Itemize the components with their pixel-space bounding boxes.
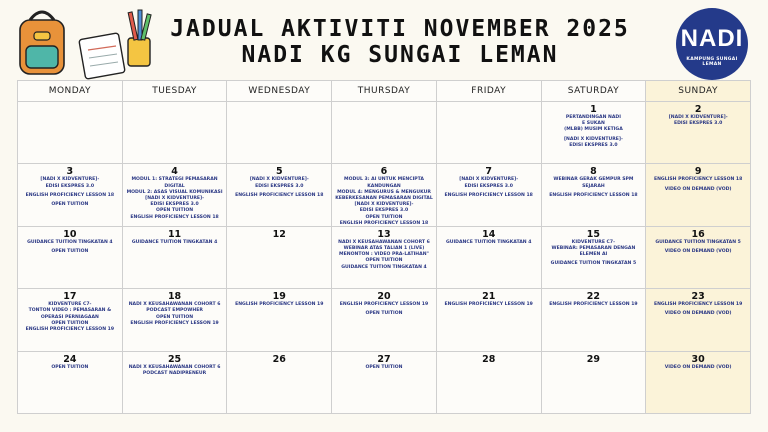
schedule-title — [160, 16, 640, 68]
day-number: 3 — [66, 166, 74, 178]
day-number: 15 — [586, 228, 601, 240]
empty-day-cell — [437, 102, 542, 164]
activity-item: TONTON VIDEO : PEMASARAN & — [28, 308, 112, 314]
day-cell-6 — [332, 164, 437, 226]
activity-item: OPEN TUITION — [156, 314, 194, 320]
empty-day-cell — [123, 102, 228, 164]
day-number: 14 — [482, 228, 496, 240]
day-number: 1 — [590, 104, 597, 115]
day-cell-16 — [646, 227, 751, 289]
activity-item: SEJARAH — [582, 183, 605, 189]
day-cell-1 — [542, 102, 647, 164]
day-cell-28 — [437, 352, 542, 414]
weekday-header-tuesday: TUESDAY — [123, 81, 228, 102]
day-cell-12 — [227, 227, 332, 289]
day-cell-29 — [542, 352, 647, 414]
day-number: 12 — [272, 228, 286, 240]
activity-item: ENGLISH PROFICIENCY LESSON 19 — [444, 302, 533, 308]
backpack-icon — [20, 12, 64, 74]
day-cell-20 — [332, 289, 437, 351]
activity-item: ENGLISH PROFICIENCY LESSON 19 — [25, 327, 115, 332]
day-number: 17 — [63, 291, 77, 303]
activity-item: ENGLISH PROFICIENCY LESSON 19 — [549, 302, 638, 308]
day-number: 25 — [167, 353, 182, 365]
day-cell-11 — [123, 227, 228, 289]
title-line-1: JADUAL AKTIVITI NOVEMBER 2025 — [170, 16, 630, 42]
day-number: 28 — [482, 353, 496, 365]
day-cell-18 — [123, 289, 228, 351]
activity-item: OPEN TUITION — [365, 311, 403, 317]
activity-item: ENGLISH PROFICIENCY LESSON 18 — [549, 192, 638, 198]
day-number: 10 — [63, 228, 77, 240]
day-number: 23 — [691, 291, 705, 303]
day-cell-17 — [18, 289, 123, 351]
activity-item: PERTANDINGAN NADI — [565, 115, 621, 120]
activity-item: OPEN TUITION — [365, 214, 403, 220]
activity-item: [NADI X KIDVENTURE]- — [668, 115, 728, 120]
day-cell-30 — [646, 352, 751, 414]
activity-item: GUIDANCE TUITION TINGKATAN 5 — [550, 261, 637, 267]
activity-item: EDISI EKSPRES 3.0 — [45, 183, 95, 189]
day-cell-27 — [332, 352, 437, 414]
activity-item: E SUKAN — [582, 121, 605, 127]
activity-item: WEBINAR GERAK GEMPUR SPM — [553, 177, 634, 183]
activity-item: VIDEO ON DEMAND (VOD) — [664, 249, 732, 254]
activity-item: ENGLISH PROFICIENCY LESSON 18 — [25, 192, 115, 198]
day-cell-3 — [18, 164, 123, 226]
activity-item: OPEN TUITION — [51, 202, 89, 207]
day-cell-5 — [227, 164, 332, 226]
day-cell-15 — [542, 227, 647, 289]
day-cell-7 — [437, 164, 542, 226]
activity-item: [NADI X KIDVENTURE]- — [563, 136, 623, 142]
logo-subtext: KAMPUNG SUNGAI LEMAN — [686, 57, 738, 67]
activity-item: GUIDANCE TUITION TINGKATAN 4 — [445, 239, 532, 245]
activity-item: WEBINAR: PEMASARAN DENGAN — [551, 246, 636, 251]
activity-item: WEBINAR ATAS TALIAN 1 (LIVE) — [343, 246, 425, 251]
activity-item: OPEN TUITION — [365, 364, 403, 370]
day-number: 29 — [586, 353, 601, 365]
activity-item: OPEN TUITION — [365, 258, 403, 264]
weekday-header-friday: FRIDAY — [437, 81, 542, 102]
activity-item: VIDEO ON DEMAND (VOD) — [664, 311, 732, 317]
activity-item: ENGLISH PROFICIENCY LESSON 18 — [235, 192, 324, 198]
activity-item: [NADI X KIDVENTURE]- — [459, 177, 519, 183]
activity-item: PODCAST EMPOWHER — [146, 308, 203, 314]
day-number: 5 — [275, 166, 283, 178]
day-number: 8 — [590, 166, 597, 178]
day-cell-13 — [332, 227, 437, 289]
activity-item: (MLBB) MUSIM KETIGA — [564, 127, 623, 133]
weekday-header-monday: MONDAY — [18, 81, 123, 102]
weekday-header-saturday: SATURDAY — [542, 81, 647, 102]
day-cell-22 — [542, 289, 647, 351]
title-line-2: NADI KG SUNGAI LEMAN — [241, 42, 559, 68]
activity-item: VIDEO ON DEMAND (VOD) — [664, 364, 732, 370]
day-number: 4 — [171, 166, 178, 178]
activity-item: NADI X KEUSAHAWANAN COHORT 6 — [128, 302, 221, 308]
day-cell-4 — [123, 164, 228, 226]
activity-item: [NADI X KIDVENTURE]- — [354, 202, 414, 208]
day-number: 27 — [377, 353, 391, 365]
activity-item: ENGLISH PROFICIENCY LESSON 19 — [653, 302, 743, 308]
activity-item: ENGLISH PROFICIENCY LESSON 18 — [444, 192, 533, 198]
pencil-cup-icon — [128, 10, 151, 66]
activity-item: NADI X KEUSAHAWANAN COHORT 6 — [128, 364, 221, 370]
activity-item: ENGLISH PROFICIENCY LESSON 19 — [235, 302, 324, 308]
day-number: 7 — [485, 166, 493, 178]
day-number: 16 — [691, 228, 705, 240]
activity-item: [NADI X KIDVENTURE]- — [145, 196, 205, 201]
activity-item: GUIDANCE TUITION TINGKATAN 4 — [341, 264, 427, 270]
day-cell-23 — [646, 289, 751, 351]
activity-item: GUIDANCE TUITION TINGKATAN 4 — [131, 239, 218, 245]
day-cell-9 — [646, 164, 751, 226]
activity-item: ENGLISH PROFICIENCY LESSON 19 — [339, 302, 429, 308]
day-cell-21 — [437, 289, 542, 351]
day-cell-10 — [18, 227, 123, 289]
day-cell-26 — [227, 352, 332, 414]
day-number: 18 — [167, 291, 182, 303]
day-number: 2 — [694, 104, 702, 115]
activity-item: MODUL 4: MENGURUS & MENGUKUR — [337, 189, 431, 195]
day-number: 13 — [377, 228, 391, 240]
activity-item: PODCAST NADIPRENEUR — [142, 370, 207, 376]
activity-item: EDISI EKSPRES 3.0 — [150, 202, 199, 208]
activity-item: OPEN TUITION — [156, 208, 194, 214]
activity-item: KIDVENTURE C7- — [48, 302, 92, 308]
day-cell-25 — [123, 352, 228, 414]
day-number: 24 — [63, 353, 77, 365]
activity-item: MODUL 3: AI UNTUK MENCIPTA KANDUNGAN — [344, 177, 424, 189]
activity-item: OPERASI PERNIAGAAN — [40, 314, 99, 320]
activity-item: EDISI EKSPRES 3.0 — [673, 121, 723, 127]
activity-item: [NADI X KIDVENTURE]- — [249, 177, 309, 183]
empty-day-cell — [18, 102, 123, 164]
nadi-logo — [676, 8, 748, 80]
empty-day-cell — [227, 102, 332, 164]
activity-item: EDISI EKSPRES 3.0 — [569, 142, 618, 148]
calendar-grid — [17, 80, 751, 414]
day-number: 9 — [694, 166, 702, 178]
activity-item: NADI X KEUSAHAWANAN COHORT 6 — [338, 239, 430, 245]
activity-item: EDISI EKSPRES 3.0 — [359, 208, 409, 214]
activity-item: GUIDANCE TUITION TINGKATAN 5 — [655, 239, 741, 245]
activity-item: GUIDANCE TUITION TINGKATAN 4 — [27, 239, 113, 245]
logo-text: NADI — [680, 25, 744, 52]
weekday-header-sunday: SUNDAY — [646, 81, 751, 102]
day-number: 26 — [272, 353, 286, 365]
activity-item: ENGLISH PROFICIENCY LESSON 18 — [653, 177, 743, 183]
activity-item: MODUL 1: STRATEGI PEMASARAN DIGITAL — [131, 177, 218, 189]
day-number: 6 — [380, 166, 388, 178]
weekday-header-thursday: THURSDAY — [332, 81, 437, 102]
school-supplies-illustration — [8, 2, 158, 80]
activity-item: ENGLISH PROFICIENCY LESSON 18 — [339, 220, 429, 226]
activity-item: OPEN TUITION — [51, 249, 89, 254]
activity-item: ENGLISH PROFICIENCY LESSON 19 — [130, 320, 219, 326]
activity-item: ENGLISH PROFICIENCY LESSON 18 — [130, 214, 219, 220]
activity-item: OPEN TUITION — [51, 320, 89, 326]
day-number: 22 — [586, 291, 601, 303]
day-number: 19 — [272, 291, 286, 303]
day-number: 21 — [482, 291, 496, 303]
empty-day-cell — [332, 102, 437, 164]
activity-item: MENONTON : VIDEO PRA-LATIHAN" — [339, 252, 429, 258]
activity-item: MODUL 2: ASAS VISUAL KOMUNIKASI — [126, 189, 223, 195]
notebook-icon — [79, 33, 125, 79]
day-cell-24 — [18, 352, 123, 414]
day-cell-19 — [227, 289, 332, 351]
activity-item: ELEMEN AI — [579, 252, 608, 258]
day-cell-2 — [646, 102, 751, 164]
day-number: 30 — [691, 353, 705, 365]
weekday-header-wednesday: WEDNESDAY — [227, 81, 332, 102]
activity-item: VIDEO ON DEMAND (VOD) — [664, 186, 732, 192]
activity-item: KIDVENTURE C7- — [571, 239, 616, 245]
activity-item: OPEN TUITION — [51, 364, 89, 370]
activity-item: KEBERKESANAN PEMASARAN DIGITAL — [335, 196, 433, 201]
day-cell-8 — [542, 164, 647, 226]
day-number: 20 — [377, 291, 391, 303]
activity-item: EDISI EKSPRES 3.0 — [255, 183, 304, 189]
activity-item: [NADI X KIDVENTURE]- — [40, 177, 100, 183]
day-number: 11 — [167, 228, 182, 240]
day-cell-14 — [437, 227, 542, 289]
activity-item: EDISI EKSPRES 3.0 — [464, 183, 513, 189]
